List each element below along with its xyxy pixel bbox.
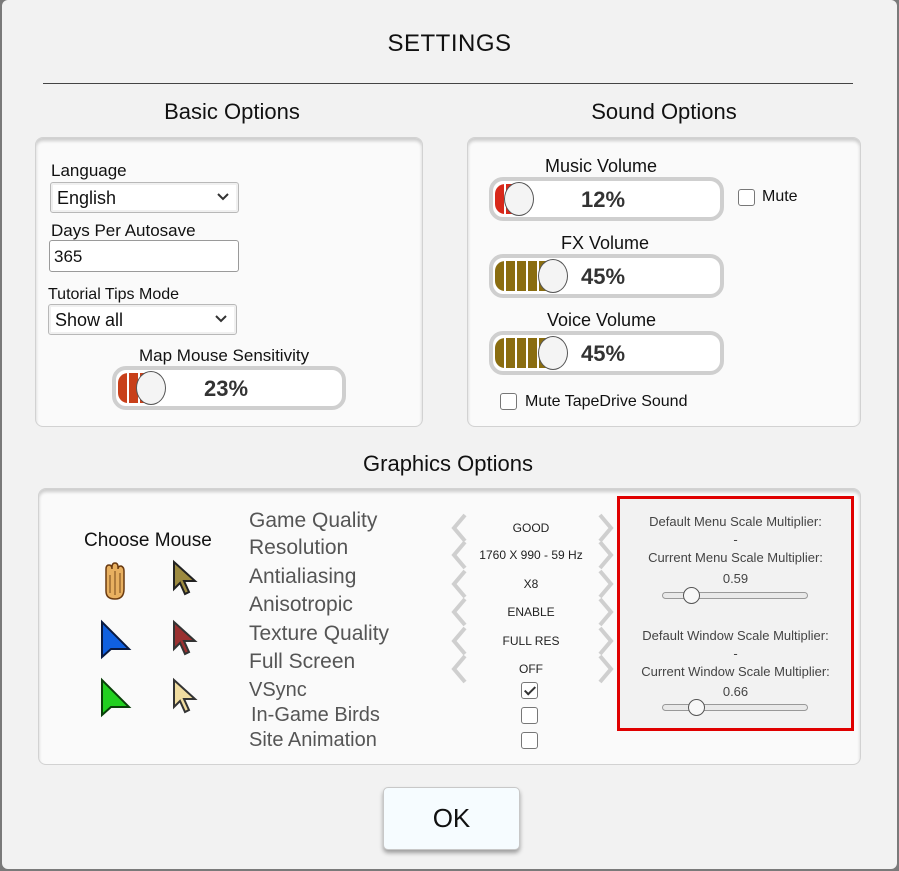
slider-knob[interactable] — [683, 587, 700, 604]
voice-volume-value: 45% — [581, 341, 626, 366]
language-dropdown[interactable] — [50, 182, 239, 213]
sound-options-panel — [467, 137, 861, 427]
music-volume-slider[interactable] — [489, 177, 724, 221]
mute-tapedrive-label: Mute TapeDrive Sound — [525, 393, 688, 410]
fx-volume-label: FX Volume — [561, 233, 650, 253]
tan-arrow-cursor-icon[interactable] — [169, 559, 209, 605]
voice-volume-label: Voice Volume — [547, 310, 657, 330]
current-window-scale-label: Current Window Scale Multiplier: — [641, 664, 830, 679]
default-menu-scale-label: Default Menu Scale Multiplier: — [649, 514, 822, 529]
texture-quality-label: Texture Quality — [249, 622, 390, 645]
resolution-value: 1760 X 990 - 59 Hz — [479, 548, 583, 562]
chevron-left-icon[interactable] — [449, 513, 471, 543]
chevron-left-icon[interactable] — [449, 626, 471, 656]
chevron-right-icon[interactable] — [594, 654, 616, 684]
vsync-checkbox[interactable] — [521, 682, 538, 699]
current-menu-scale-label: Current Menu Scale Multiplier: — [648, 550, 823, 565]
chevron-left-icon[interactable] — [449, 597, 471, 627]
game-quality-label: Game Quality — [249, 509, 378, 532]
in-game-birds-checkbox[interactable] — [521, 707, 538, 724]
antialiasing-value: X8 — [523, 577, 539, 591]
vsync-label: VSync — [249, 679, 307, 701]
fx-volume-value: 45% — [581, 264, 626, 289]
full-screen-label: Full Screen — [249, 650, 356, 673]
choose-mouse-label: Choose Mouse — [84, 530, 212, 551]
current-window-scale-value: 0.66 — [722, 684, 749, 699]
red-arrow-cursor-icon[interactable] — [169, 619, 209, 665]
chevron-right-icon[interactable] — [594, 597, 616, 627]
mouse-sensitivity-value: 23% — [204, 376, 249, 401]
graphics-options-heading: Graphics Options — [363, 451, 533, 476]
title-divider — [43, 83, 853, 84]
antialiasing-label: Antialiasing — [249, 565, 357, 588]
default-window-scale-label: Default Window Scale Multiplier: — [642, 628, 829, 643]
anisotropic-label: Anisotropic — [249, 593, 353, 616]
green-arrow-cursor-icon[interactable] — [97, 677, 137, 723]
slider-knob[interactable] — [538, 259, 568, 293]
pale-arrow-cursor-icon[interactable] — [169, 677, 209, 723]
sound-options-heading: Sound Options — [591, 99, 737, 124]
tutorial-tips-value: Show all — [55, 310, 124, 330]
slider-knob[interactable] — [688, 699, 705, 716]
voice-volume-slider[interactable] — [489, 331, 724, 375]
chevron-right-icon[interactable] — [594, 569, 616, 599]
autosave-value: 365 — [54, 247, 83, 266]
chevron-down-icon — [216, 189, 230, 203]
chevron-right-icon[interactable] — [594, 513, 616, 543]
ok-button[interactable]: OK — [383, 787, 520, 850]
tutorial-tips-dropdown[interactable] — [48, 304, 237, 335]
menu-scale-slider[interactable] — [662, 592, 808, 599]
tutorial-tips-label: Tutorial Tips Mode — [48, 286, 180, 303]
default-menu-scale-value: - — [733, 532, 738, 547]
fx-volume-slider[interactable] — [489, 254, 724, 298]
default-window-scale-value: - — [733, 646, 738, 661]
chevron-right-icon[interactable] — [594, 626, 616, 656]
music-volume-label: Music Volume — [545, 156, 658, 176]
in-game-birds-label: In-Game Birds — [251, 704, 380, 726]
language-value: English — [57, 188, 117, 208]
mute-label: Mute — [762, 188, 798, 205]
current-menu-scale-value: 0.59 — [722, 571, 749, 586]
mouse-sensitivity-slider[interactable] — [112, 366, 346, 410]
chevron-down-icon — [214, 311, 228, 325]
hand-cursor-icon[interactable] — [94, 559, 134, 605]
music-volume-value: 12% — [581, 187, 626, 212]
basic-options-heading: Basic Options — [164, 99, 300, 124]
basic-options-panel — [35, 137, 423, 427]
window-scale-slider[interactable] — [662, 704, 808, 711]
chevron-left-icon[interactable] — [449, 569, 471, 599]
full-screen-value: OFF — [519, 662, 543, 676]
game-quality-value: GOOD — [512, 521, 550, 535]
mute-tapedrive-checkbox[interactable] — [500, 393, 517, 410]
slider-knob[interactable] — [538, 336, 568, 370]
chevron-left-icon[interactable] — [449, 540, 471, 570]
anisotropic-value: ENABLE — [507, 605, 555, 619]
site-animation-checkbox[interactable] — [521, 732, 538, 749]
resolution-label: Resolution — [249, 536, 349, 559]
mouse-sensitivity-label: Map Mouse Sensitivity — [139, 346, 310, 365]
chevron-right-icon[interactable] — [594, 540, 616, 570]
blue-arrow-cursor-icon[interactable] — [97, 619, 137, 665]
slider-knob[interactable] — [136, 371, 166, 405]
page-title: SETTINGS — [387, 30, 512, 57]
autosave-input[interactable] — [49, 240, 239, 272]
slider-knob[interactable] — [504, 182, 534, 216]
site-animation-label: Site Animation — [249, 729, 377, 751]
chevron-left-icon[interactable] — [449, 654, 471, 684]
language-label: Language — [51, 161, 127, 180]
autosave-label: Days Per Autosave — [51, 221, 196, 240]
settings-window — [2, 0, 897, 869]
mute-checkbox[interactable] — [738, 189, 755, 206]
texture-quality-value: FULL RES — [502, 634, 560, 648]
scale-multiplier-panel — [617, 496, 854, 731]
